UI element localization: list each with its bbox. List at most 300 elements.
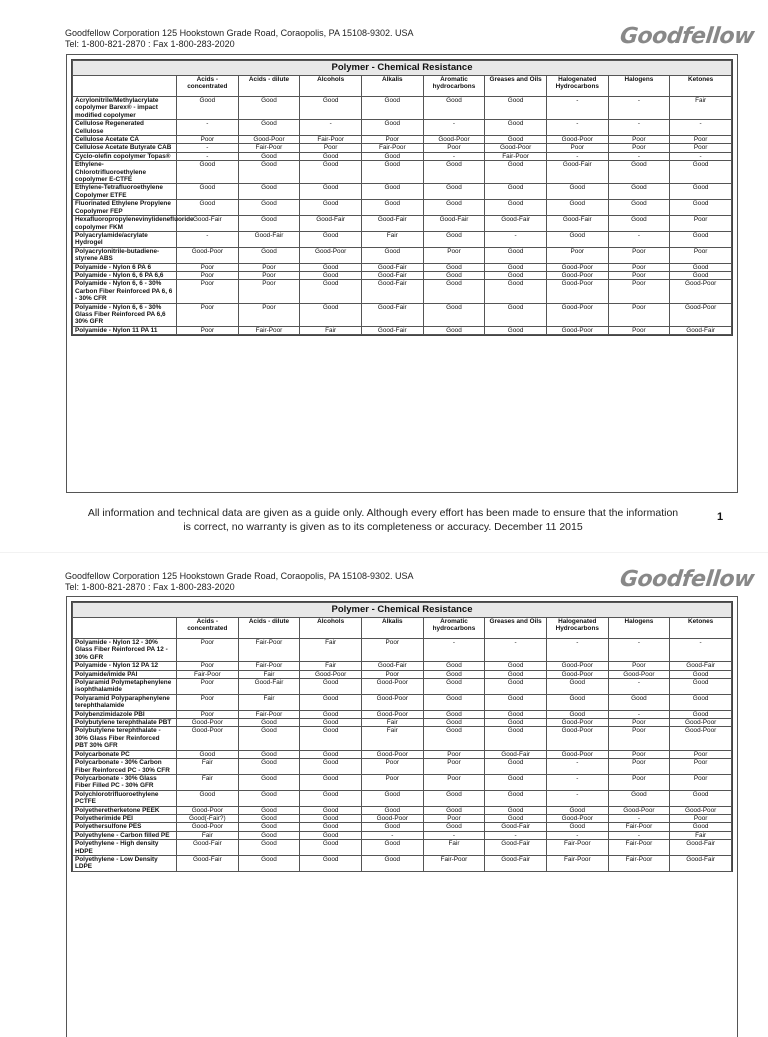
table-row bbox=[73, 790, 732, 806]
polymer-name: Polyamide - Nylon 6, 6 - 30% Carbon Fiber Reinforced PA 6, 6 - 30% CFR bbox=[73, 280, 177, 303]
resistance-value: Good bbox=[300, 271, 362, 279]
resistance-value: Good bbox=[546, 806, 608, 814]
polymer-name: Ethylene-Tetrafluoroethylene Copolymer ETFE bbox=[73, 184, 177, 200]
resistance-value: Good bbox=[300, 231, 362, 247]
resistance-value: Poor bbox=[177, 326, 239, 334]
resistance-value: Good bbox=[300, 280, 362, 303]
resistance-value: Good bbox=[300, 774, 362, 790]
resistance-value: - bbox=[546, 639, 608, 662]
page-number: 1 bbox=[717, 511, 724, 523]
resistance-value: Poor bbox=[608, 280, 670, 303]
polymer-name: Polyamide/imide PAI bbox=[73, 670, 177, 678]
resistance-value: Poor bbox=[670, 759, 732, 775]
resistance-value: Good bbox=[423, 263, 485, 271]
resistance-value: Good bbox=[670, 694, 732, 710]
resistance-value: Poor bbox=[423, 247, 485, 263]
resistance-value: - bbox=[546, 97, 608, 120]
resistance-value: Poor bbox=[177, 263, 239, 271]
table-row bbox=[73, 806, 732, 814]
resistance-value: Good-Poor bbox=[546, 136, 608, 144]
resistance-value: Poor bbox=[608, 759, 670, 775]
table-row bbox=[73, 263, 732, 271]
resistance-value: Good bbox=[608, 184, 670, 200]
resistance-value: Good-Poor bbox=[423, 136, 485, 144]
resistance-value: Good bbox=[546, 694, 608, 710]
polymer-name: Polybenzimidazole PBI bbox=[73, 710, 177, 718]
resistance-value: Good bbox=[485, 694, 547, 710]
resistance-value: Good bbox=[546, 679, 608, 695]
table-row bbox=[73, 814, 732, 822]
resistance-value: Good bbox=[300, 694, 362, 710]
resistance-value: Good bbox=[238, 855, 300, 871]
resistance-value: Poor bbox=[238, 303, 300, 326]
resistance-value: Good bbox=[423, 719, 485, 727]
resistance-value: - bbox=[361, 831, 423, 839]
resistance-value: Good bbox=[485, 759, 547, 775]
table-row bbox=[73, 271, 732, 279]
table-row bbox=[73, 231, 732, 247]
resistance-value: - bbox=[608, 97, 670, 120]
resistance-value: Good-Fair bbox=[361, 263, 423, 271]
resistance-value: Good bbox=[423, 231, 485, 247]
resistance-value: - bbox=[608, 814, 670, 822]
table-row bbox=[73, 161, 732, 184]
resistance-value: Good bbox=[423, 271, 485, 279]
resistance-value: Good-Poor bbox=[546, 662, 608, 670]
resistance-value: Poor bbox=[361, 774, 423, 790]
table-row bbox=[73, 184, 732, 200]
resistance-value: Good-Poor bbox=[608, 806, 670, 814]
polymer-name: Polyaramid Polyparaphenylene terephthalamide bbox=[73, 694, 177, 710]
polymer-name: Polyamide - Nylon 11 PA 11 bbox=[73, 326, 177, 334]
resistance-value: Poor bbox=[300, 144, 362, 152]
resistance-value: Good bbox=[300, 727, 362, 750]
resistance-value: Good bbox=[485, 97, 547, 120]
resistance-value: Good bbox=[670, 823, 732, 831]
resistance-value: Good-Poor bbox=[300, 670, 362, 678]
table-row bbox=[73, 136, 732, 144]
column-header: Greases and Oils bbox=[485, 618, 547, 639]
resistance-value: Good bbox=[300, 750, 362, 758]
resistance-value: Good bbox=[608, 200, 670, 216]
resistance-value: Poor bbox=[177, 271, 239, 279]
resistance-value: Good bbox=[608, 216, 670, 232]
resistance-value: Good bbox=[300, 710, 362, 718]
resistance-value: Poor bbox=[608, 719, 670, 727]
resistance-value: Fair-Poor bbox=[608, 855, 670, 871]
column-header: Alcohols bbox=[300, 76, 362, 97]
resistance-value: Good bbox=[485, 806, 547, 814]
resistance-value: Good bbox=[300, 263, 362, 271]
resistance-value: Good bbox=[423, 806, 485, 814]
resistance-value: Good(-Fair?) bbox=[177, 814, 239, 822]
column-header: Alkalis bbox=[361, 618, 423, 639]
polymer-name: Cyclo-olefin copolymer Topas® bbox=[73, 152, 177, 160]
resistance-value: Poor bbox=[608, 774, 670, 790]
disclaimer-line: is correct, no warranty is given as to its completeness or accuracy. December 11 2015 bbox=[183, 521, 583, 533]
resistance-value: Poor bbox=[670, 750, 732, 758]
resistance-value: Good bbox=[300, 790, 362, 806]
resistance-value: Good-Poor bbox=[670, 727, 732, 750]
resistance-value: Good bbox=[300, 184, 362, 200]
resistance-value: Good bbox=[485, 280, 547, 303]
resistance-value: Good bbox=[485, 184, 547, 200]
resistance-value: Good bbox=[361, 247, 423, 263]
resistance-value: Good bbox=[177, 161, 239, 184]
resistance-value: Good-Fair bbox=[361, 271, 423, 279]
polymer-name: Polyamide - Nylon 6, 6 PA 6,6 bbox=[73, 271, 177, 279]
table-row bbox=[73, 670, 732, 678]
polymer-name: Polyetherimide PEI bbox=[73, 814, 177, 822]
resistance-value: Good-Poor bbox=[361, 710, 423, 718]
resistance-value: - bbox=[608, 831, 670, 839]
resistance-value: Good bbox=[423, 97, 485, 120]
resistance-value: Good bbox=[238, 790, 300, 806]
resistance-value: Poor bbox=[608, 750, 670, 758]
resistance-value: Good-Fair bbox=[670, 840, 732, 856]
polymer-name: Polycarbonate - 30% Glass Fiber Filled PC - 30% GFR bbox=[73, 774, 177, 790]
column-header: Halogenated Hydrocarbons bbox=[546, 618, 608, 639]
resistance-value: Poor bbox=[670, 247, 732, 263]
resistance-value: Poor bbox=[608, 247, 670, 263]
resistance-value: Fair bbox=[361, 727, 423, 750]
resistance-value: Good bbox=[300, 759, 362, 775]
resistance-value: Good bbox=[361, 161, 423, 184]
resistance-value: Good-Fair bbox=[361, 280, 423, 303]
resistance-value: Good bbox=[300, 823, 362, 831]
resistance-value: Poor bbox=[608, 263, 670, 271]
resistance-value: - bbox=[608, 231, 670, 247]
resistance-value: Good bbox=[300, 200, 362, 216]
resistance-value: Good bbox=[238, 719, 300, 727]
column-header: Greases and Oils bbox=[485, 76, 547, 97]
column-header-polymer bbox=[73, 618, 177, 639]
resistance-value: Poor bbox=[361, 136, 423, 144]
table-row bbox=[73, 639, 732, 662]
resistance-value: Good bbox=[423, 326, 485, 334]
resistance-value: Good-Fair bbox=[238, 231, 300, 247]
resistance-value: Good bbox=[300, 152, 362, 160]
resistance-value: Good bbox=[300, 679, 362, 695]
resistance-value: - bbox=[485, 639, 547, 662]
resistance-value: - bbox=[546, 774, 608, 790]
resistance-value: - bbox=[608, 152, 670, 160]
table-row bbox=[73, 120, 732, 136]
resistance-value: Fair-Poor bbox=[238, 662, 300, 670]
page-separator bbox=[0, 552, 768, 553]
column-header: Ketones bbox=[670, 618, 732, 639]
company-phone-line: Tel: 1-800-821-2870 : Fax 1-800-283-2020 bbox=[65, 582, 235, 592]
resistance-value: Good-Poor bbox=[546, 670, 608, 678]
resistance-value: Good bbox=[423, 710, 485, 718]
resistance-value: Good-Fair bbox=[485, 823, 547, 831]
resistance-value: Poor bbox=[423, 759, 485, 775]
resistance-value: Good bbox=[300, 814, 362, 822]
table-row bbox=[73, 774, 732, 790]
resistance-value: Fair-Poor bbox=[238, 639, 300, 662]
resistance-value: Good bbox=[485, 247, 547, 263]
resistance-value: Good bbox=[670, 790, 732, 806]
resistance-value: Poor bbox=[177, 679, 239, 695]
resistance-value: Good bbox=[423, 823, 485, 831]
resistance-value: Fair-Poor bbox=[546, 855, 608, 871]
resistance-value: Good bbox=[361, 120, 423, 136]
resistance-value: Good-Poor bbox=[361, 694, 423, 710]
resistance-value: Fair bbox=[361, 719, 423, 727]
resistance-value: Good bbox=[238, 774, 300, 790]
resistance-value: Good bbox=[361, 855, 423, 871]
polymer-name: Polyethersulfone PES bbox=[73, 823, 177, 831]
resistance-value: Poor bbox=[423, 144, 485, 152]
polymer-name: Polybutylene terephthalate PBT bbox=[73, 719, 177, 727]
resistance-value: Poor bbox=[670, 814, 732, 822]
chemical-resistance-table bbox=[72, 60, 732, 335]
resistance-value: Good-Poor bbox=[546, 303, 608, 326]
resistance-value: Good-Poor bbox=[546, 271, 608, 279]
resistance-value: - bbox=[546, 831, 608, 839]
polymer-name: Cellulose Regenerated Cellulose bbox=[73, 120, 177, 136]
resistance-value: Good bbox=[485, 326, 547, 334]
resistance-value: - bbox=[670, 120, 732, 136]
resistance-value: Good bbox=[423, 670, 485, 678]
company-address bbox=[65, 28, 414, 50]
resistance-value: Good bbox=[670, 710, 732, 718]
polymer-name: Fluorinated Ethylene Propylene Copolymer FEP bbox=[73, 200, 177, 216]
resistance-value: Good bbox=[485, 814, 547, 822]
table-row bbox=[73, 303, 732, 326]
disclaimer-line: All information and technical data are given as a guide only. Although every effort has been made to ensure that the information bbox=[87, 507, 679, 519]
resistance-value: Good bbox=[485, 303, 547, 326]
resistance-value: Good bbox=[670, 184, 732, 200]
resistance-value: Poor bbox=[361, 759, 423, 775]
resistance-value: - bbox=[177, 144, 239, 152]
table-row bbox=[73, 719, 732, 727]
resistance-value: Poor bbox=[177, 303, 239, 326]
resistance-value: Good-Poor bbox=[300, 247, 362, 263]
resistance-value: Good-Poor bbox=[177, 806, 239, 814]
resistance-value: Fair bbox=[361, 231, 423, 247]
resistance-value: Poor bbox=[177, 280, 239, 303]
table-row bbox=[73, 280, 732, 303]
resistance-value: Fair bbox=[670, 97, 732, 120]
resistance-value: Good bbox=[238, 200, 300, 216]
resistance-value: Fair-Poor bbox=[608, 823, 670, 831]
polymer-name: Polyacrylamide/acrylate Hydrogel bbox=[73, 231, 177, 247]
resistance-value: Good-Poor bbox=[546, 280, 608, 303]
resistance-value: - bbox=[546, 759, 608, 775]
resistance-value: - bbox=[608, 120, 670, 136]
resistance-value: Fair-Poor bbox=[238, 710, 300, 718]
goodfellow-logo: Goodfellow bbox=[618, 567, 756, 592]
resistance-value: Good bbox=[546, 710, 608, 718]
column-header: Acids - dilute bbox=[238, 76, 300, 97]
table-row bbox=[73, 662, 732, 670]
resistance-value: Fair-Poor bbox=[238, 326, 300, 334]
resistance-value: Good-Poor bbox=[361, 679, 423, 695]
resistance-value: Good bbox=[238, 840, 300, 856]
resistance-value: Good bbox=[238, 97, 300, 120]
polymer-name: Polyaramid Polymetaphenylene isophthalamide bbox=[73, 679, 177, 695]
resistance-value: Fair-Poor bbox=[485, 152, 547, 160]
resistance-value: Good bbox=[361, 806, 423, 814]
resistance-value: Fair-Poor bbox=[238, 144, 300, 152]
resistance-value: - bbox=[485, 831, 547, 839]
resistance-value: Good-Poor bbox=[546, 326, 608, 334]
resistance-value: - bbox=[608, 679, 670, 695]
table-row bbox=[73, 840, 732, 856]
resistance-value: Poor bbox=[177, 662, 239, 670]
disclaimer bbox=[70, 506, 696, 534]
resistance-value: Good bbox=[485, 774, 547, 790]
goodfellow-logo: Goodfellow bbox=[618, 24, 756, 49]
resistance-value: Good bbox=[423, 679, 485, 695]
resistance-value: - bbox=[177, 152, 239, 160]
resistance-value: Good bbox=[300, 719, 362, 727]
column-header: Aromatic hydrocarbons bbox=[423, 76, 485, 97]
resistance-value: Fair bbox=[300, 326, 362, 334]
resistance-value: Good-Poor bbox=[177, 719, 239, 727]
resistance-value: Good-Poor bbox=[238, 136, 300, 144]
resistance-value: Good-Poor bbox=[670, 806, 732, 814]
resistance-value: Good-Poor bbox=[670, 303, 732, 326]
resistance-value: Good bbox=[238, 247, 300, 263]
resistance-value: Good-Fair bbox=[361, 662, 423, 670]
resistance-value: Good bbox=[361, 184, 423, 200]
resistance-value: Good bbox=[177, 790, 239, 806]
column-header: Acids - dilute bbox=[238, 618, 300, 639]
column-header: Ketones bbox=[670, 76, 732, 97]
table-row bbox=[73, 855, 732, 871]
resistance-value: Good bbox=[670, 200, 732, 216]
resistance-value: Good bbox=[177, 200, 239, 216]
resistance-value: Fair bbox=[670, 831, 732, 839]
table-row bbox=[73, 750, 732, 758]
resistance-value: Good bbox=[546, 231, 608, 247]
table-row bbox=[73, 694, 732, 710]
resistance-value: Good bbox=[670, 670, 732, 678]
polymer-name: Polychlorotrifluoroethylene PCTFE bbox=[73, 790, 177, 806]
resistance-value: Good bbox=[300, 855, 362, 871]
resistance-value: Good-Fair bbox=[177, 840, 239, 856]
polymer-name: Polyethylene - High density HDPE bbox=[73, 840, 177, 856]
resistance-value: Poor bbox=[546, 247, 608, 263]
company-address bbox=[65, 571, 414, 593]
polymer-name: Polyamide - Nylon 6 PA 6 bbox=[73, 263, 177, 271]
resistance-value: Poor bbox=[608, 326, 670, 334]
polymer-name: Polyethylene - Low Density LDPE bbox=[73, 855, 177, 871]
column-header: Halogenated Hydrocarbons bbox=[546, 76, 608, 97]
resistance-value: Good bbox=[485, 710, 547, 718]
resistance-value: Poor bbox=[608, 727, 670, 750]
resistance-value: Fair bbox=[177, 831, 239, 839]
resistance-value: Fair bbox=[177, 774, 239, 790]
resistance-value: - bbox=[608, 710, 670, 718]
table-row bbox=[73, 326, 732, 334]
resistance-value: Good bbox=[423, 694, 485, 710]
resistance-value: - bbox=[485, 231, 547, 247]
resistance-value: Good-Poor bbox=[546, 727, 608, 750]
resistance-value: Good-Fair bbox=[485, 750, 547, 758]
resistance-value: Good-Fair bbox=[361, 216, 423, 232]
company-address-line: Goodfellow Corporation 125 Hookstown Grade Road, Coraopolis, PA 15108-9302. USA bbox=[65, 28, 414, 38]
resistance-value: Good bbox=[485, 719, 547, 727]
resistance-value: Good-Poor bbox=[546, 719, 608, 727]
resistance-value: Poor bbox=[177, 136, 239, 144]
column-header: Alkalis bbox=[361, 76, 423, 97]
resistance-value: Poor bbox=[238, 280, 300, 303]
company-address-line: Goodfellow Corporation 125 Hookstown Grade Road, Coraopolis, PA 15108-9302. USA bbox=[65, 571, 414, 581]
resistance-value: Poor bbox=[361, 670, 423, 678]
resistance-value: Poor bbox=[177, 694, 239, 710]
resistance-value: Fair bbox=[300, 639, 362, 662]
resistance-value: Good-Fair bbox=[485, 855, 547, 871]
resistance-value: Good-Poor bbox=[546, 750, 608, 758]
resistance-value: Poor bbox=[177, 639, 239, 662]
resistance-value: Good bbox=[485, 679, 547, 695]
resistance-value: Good bbox=[361, 840, 423, 856]
polymer-name: Polyethylene - Carbon filled PE bbox=[73, 831, 177, 839]
resistance-value: - bbox=[546, 790, 608, 806]
resistance-value: Poor bbox=[608, 662, 670, 670]
table-row bbox=[73, 200, 732, 216]
resistance-value: Good bbox=[300, 806, 362, 814]
resistance-value: Good-Fair bbox=[238, 679, 300, 695]
polymer-name: Polyamide - Nylon 12 - 30% Glass Fiber Reinforced PA 12 - 30% GFR bbox=[73, 639, 177, 662]
chemical-resistance-table-frame bbox=[66, 54, 738, 493]
resistance-value: Good bbox=[546, 823, 608, 831]
resistance-value: Fair-Poor bbox=[300, 136, 362, 144]
resistance-value: - bbox=[546, 152, 608, 160]
resistance-value: Good-Poor bbox=[485, 144, 547, 152]
resistance-value: Good-Fair bbox=[300, 216, 362, 232]
resistance-value: Poor bbox=[361, 639, 423, 662]
resistance-value: Poor bbox=[670, 216, 732, 232]
resistance-value: Good bbox=[423, 662, 485, 670]
resistance-value: Good-Poor bbox=[361, 814, 423, 822]
resistance-value: Good bbox=[238, 831, 300, 839]
resistance-value: Good bbox=[177, 184, 239, 200]
resistance-value: Good-Poor bbox=[546, 263, 608, 271]
resistance-value: Fair-Poor bbox=[177, 670, 239, 678]
resistance-value: Good-Fair bbox=[177, 855, 239, 871]
resistance-value: - bbox=[300, 120, 362, 136]
resistance-value: Good-Fair bbox=[485, 216, 547, 232]
resistance-value: Good bbox=[485, 790, 547, 806]
table-row bbox=[73, 759, 732, 775]
resistance-value: Poor bbox=[608, 303, 670, 326]
column-header: Aromatic hydrocarbons bbox=[423, 618, 485, 639]
column-header: Alcohols bbox=[300, 618, 362, 639]
resistance-value: Good bbox=[361, 200, 423, 216]
table-row bbox=[73, 97, 732, 120]
resistance-value: Good bbox=[238, 823, 300, 831]
resistance-value: Poor bbox=[423, 814, 485, 822]
resistance-value: Fair bbox=[238, 694, 300, 710]
resistance-value: Good bbox=[177, 97, 239, 120]
resistance-value: Good-Fair bbox=[670, 662, 732, 670]
chemical-resistance-table-frame bbox=[66, 596, 738, 1037]
resistance-value: Fair-Poor bbox=[361, 144, 423, 152]
resistance-value: Good-Fair bbox=[670, 855, 732, 871]
resistance-value: Good-Poor bbox=[177, 823, 239, 831]
column-header-polymer bbox=[73, 76, 177, 97]
resistance-value: Good bbox=[423, 280, 485, 303]
resistance-value: Good-Poor bbox=[670, 280, 732, 303]
resistance-value: - bbox=[670, 152, 732, 160]
resistance-value: Good-Poor bbox=[177, 727, 239, 750]
polymer-name: Polyacrylonitrile-butadiene-styrene ABS bbox=[73, 247, 177, 263]
resistance-value: Poor bbox=[423, 774, 485, 790]
